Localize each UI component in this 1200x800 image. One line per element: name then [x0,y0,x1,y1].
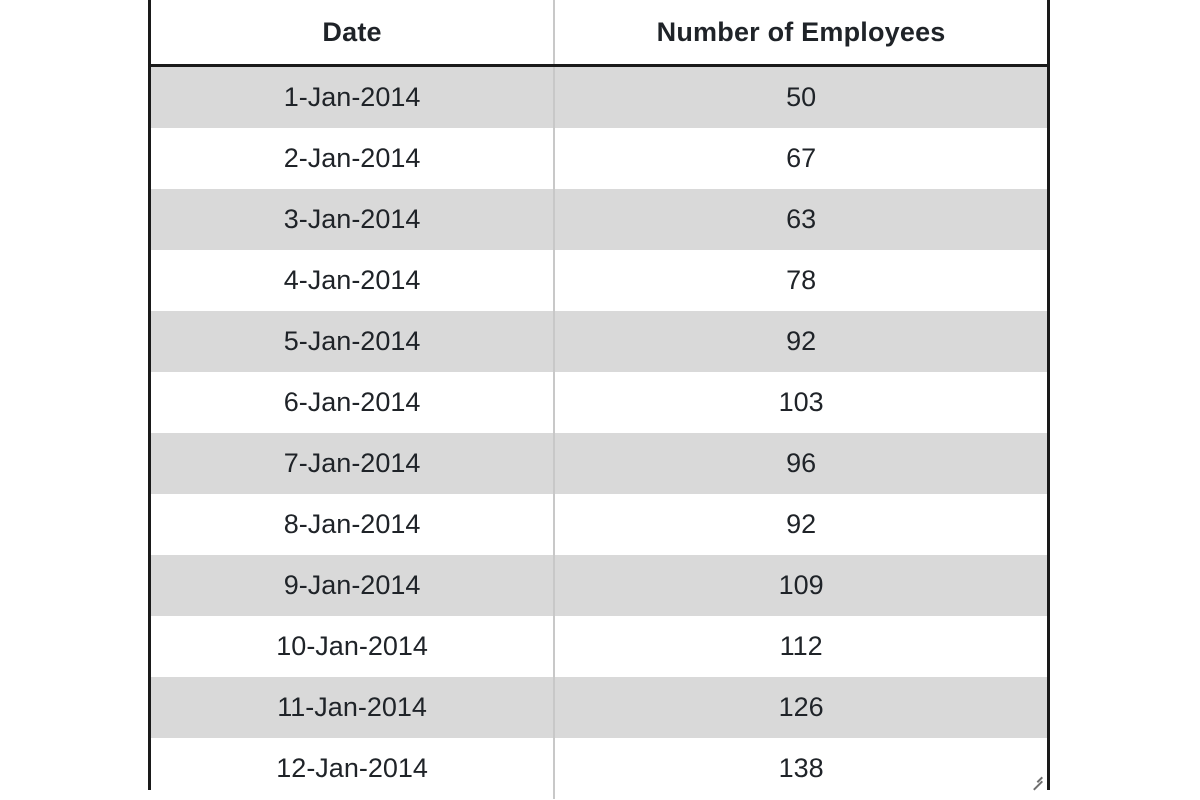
table-header-row [151,0,1047,66]
cell-date: 5-Jan-2014 [151,311,554,372]
cell-employees: 50 [554,66,1047,129]
cell-employees: 109 [554,555,1047,616]
cell-employees: 92 [554,494,1047,555]
table-row [151,677,1047,738]
employees-table [151,0,1047,799]
cell-date: 1-Jan-2014 [151,66,554,129]
table-body [151,66,1047,800]
table-row [151,372,1047,433]
table-row [151,738,1047,799]
cell-date: 2-Jan-2014 [151,128,554,189]
cell-date: 11-Jan-2014 [151,677,554,738]
table-row [151,494,1047,555]
cell-employees: 103 [554,372,1047,433]
cell-employees: 92 [554,311,1047,372]
cell-employees: 138 [554,738,1047,799]
table-row [151,311,1047,372]
column-header-employees: Number of Employees [554,0,1047,66]
table-row [151,616,1047,677]
cell-date: 7-Jan-2014 [151,433,554,494]
column-header-date: Date [151,0,554,66]
cell-date: 9-Jan-2014 [151,555,554,616]
cell-employees: 78 [554,250,1047,311]
table-row [151,555,1047,616]
table-row [151,189,1047,250]
table-row [151,250,1047,311]
cell-employees: 112 [554,616,1047,677]
table-row [151,128,1047,189]
resize-handle-icon[interactable] [1029,769,1043,783]
cell-date: 3-Jan-2014 [151,189,554,250]
table-row [151,66,1047,129]
cell-date: 6-Jan-2014 [151,372,554,433]
cell-employees: 63 [554,189,1047,250]
table-header [151,0,1047,66]
cell-employees: 96 [554,433,1047,494]
cell-date: 10-Jan-2014 [151,616,554,677]
cell-date: 4-Jan-2014 [151,250,554,311]
cell-employees: 126 [554,677,1047,738]
table-row [151,433,1047,494]
cell-date: 12-Jan-2014 [151,738,554,799]
data-table-container [148,0,1050,790]
cell-date: 8-Jan-2014 [151,494,554,555]
cell-employees: 67 [554,128,1047,189]
